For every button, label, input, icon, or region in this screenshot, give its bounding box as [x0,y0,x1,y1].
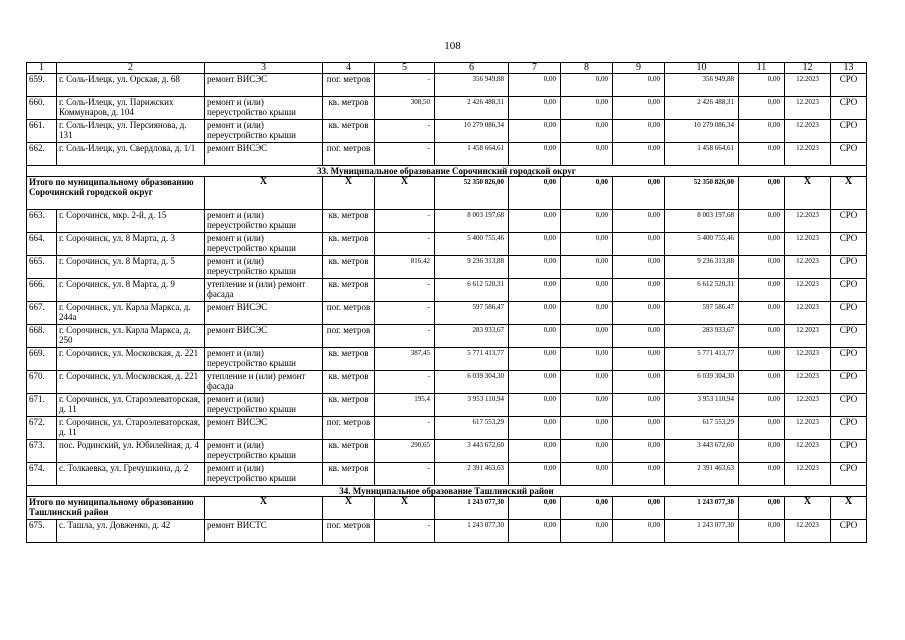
volume: - [375,302,435,325]
budget-cost: 0,00 [561,440,613,463]
unit: кв. метров [323,371,375,394]
fund-cost: 0,00 [509,233,561,256]
deadline: 12.2023 [785,463,831,486]
subtotal-cell: 0,00 [561,497,613,520]
other-cost: 0,00 [739,394,785,417]
volume: - [375,120,435,143]
other-cost: 0,00 [739,440,785,463]
owner-cost: 1 243 077,30 [665,520,739,543]
row-number: 670. [27,371,57,394]
address: г. Сорочинск, ул. Московская, д. 221 [57,348,205,371]
work-type: ремонт и (или) переустройство крыши [205,463,323,486]
unit: кв. метров [323,233,375,256]
local-cost: 0,00 [613,417,665,440]
table-row [27,256,867,279]
fund-cost: 0,00 [509,74,561,97]
column-number: 6 [435,63,509,74]
local-cost: 0,00 [613,210,665,233]
subtotal-cell: X [375,497,435,520]
fund-cost: 0,00 [509,302,561,325]
owner-cost: 6 612 520,31 [665,279,739,302]
unit: кв. метров [323,210,375,233]
address: пос. Родинский, ул. Юбилейная, д. 4 [57,440,205,463]
fund-cost: 0,00 [509,210,561,233]
volume: - [375,210,435,233]
work-type: утепление и (или) ремонт фасада [205,279,323,302]
local-cost: 0,00 [613,97,665,120]
other-cost: 0,00 [739,302,785,325]
total-cost: 356 949,88 [435,74,509,97]
fund-cost: 0,00 [509,371,561,394]
volume: - [375,233,435,256]
deadline: 12.2023 [785,143,831,166]
local-cost: 0,00 [613,520,665,543]
column-number: 2 [57,63,205,74]
fund-cost: 0,00 [509,440,561,463]
local-cost: 0,00 [613,233,665,256]
budget-cost: 0,00 [561,233,613,256]
row-number: 669. [27,348,57,371]
column-number: 1 [27,63,57,74]
budget-cost: 0,00 [561,520,613,543]
owner-cost: 6 039 304,30 [665,371,739,394]
subtotal-cell: 0,00 [561,177,613,210]
address: г. Сорочинск, ул. Староэлеваторская, д. 11 [57,417,205,440]
volume: 387,45 [375,348,435,371]
section-header-row [27,486,867,497]
method: СРО [831,120,867,143]
total-cost: 6 612 520,31 [435,279,509,302]
deadline: 12.2023 [785,233,831,256]
subtotal-cell: X [831,177,867,210]
work-type: ремонт ВИСЭС [205,74,323,97]
work-type: ремонт ВИСЭС [205,143,323,166]
total-cost: 1 458 664,61 [435,143,509,166]
volume: - [375,143,435,166]
row-number: 662. [27,143,57,166]
owner-cost: 283 933,67 [665,325,739,348]
budget-cost: 0,00 [561,97,613,120]
column-number: 13 [831,63,867,74]
column-number: 10 [665,63,739,74]
column-number: 9 [613,63,665,74]
address: с. Толкаевка, ул. Гречушкина, д. 2 [57,463,205,486]
owner-cost: 356 949,88 [665,74,739,97]
budget-cost: 0,00 [561,74,613,97]
fund-cost: 0,00 [509,520,561,543]
volume: - [375,279,435,302]
total-cost: 10 279 086,34 [435,120,509,143]
local-cost: 0,00 [613,143,665,166]
method: СРО [831,143,867,166]
table-row [27,210,867,233]
column-number: 4 [323,63,375,74]
row-number: 671. [27,394,57,417]
deadline: 12.2023 [785,371,831,394]
method: СРО [831,348,867,371]
column-number-row [27,63,867,74]
owner-cost: 10 279 086,34 [665,120,739,143]
unit: кв. метров [323,256,375,279]
column-number: 12 [785,63,831,74]
budget-cost: 0,00 [561,210,613,233]
method: СРО [831,440,867,463]
subtotal-cell: 0,00 [509,497,561,520]
capital-repair-table [26,62,867,543]
row-number: 673. [27,440,57,463]
row-number: 661. [27,120,57,143]
table-row [27,279,867,302]
subtotal-row [27,497,867,520]
subtotal-cell: 0,00 [509,177,561,210]
volume: 195,4 [375,394,435,417]
total-cost: 9 236 313,88 [435,256,509,279]
row-number: 665. [27,256,57,279]
address: г. Сорочинск, ул. 8 Марта, д. 5 [57,256,205,279]
column-number: 5 [375,63,435,74]
owner-cost: 9 236 313,88 [665,256,739,279]
work-type: ремонт ВИСЭС [205,417,323,440]
fund-cost: 0,00 [509,348,561,371]
work-type: ремонт и (или) переустройство крыши [205,394,323,417]
work-type: ремонт ВИСЭС [205,325,323,348]
address: г. Соль-Илецк, ул. Свердлова, д. 1/1 [57,143,205,166]
deadline: 12.2023 [785,348,831,371]
volume: - [375,463,435,486]
volume: - [375,520,435,543]
address: г. Сорочинск, ул. Староэлеваторская, д. 11 [57,394,205,417]
row-number: 666. [27,279,57,302]
table-row [27,371,867,394]
volume: - [375,417,435,440]
unit: кв. метров [323,279,375,302]
work-type: ремонт и (или) переустройство крыши [205,348,323,371]
column-number: 7 [509,63,561,74]
other-cost: 0,00 [739,143,785,166]
unit: кв. метров [323,120,375,143]
address: г. Сорочинск, мкр. 2-й, д. 15 [57,210,205,233]
table-row [27,97,867,120]
row-number: 667. [27,302,57,325]
table-row [27,233,867,256]
owner-cost: 3 443 672,60 [665,440,739,463]
other-cost: 0,00 [739,371,785,394]
deadline: 12.2023 [785,394,831,417]
local-cost: 0,00 [613,325,665,348]
budget-cost: 0,00 [561,417,613,440]
unit: пог. метров [323,74,375,97]
work-type: ремонт ВИСТС [205,520,323,543]
deadline: 12.2023 [785,256,831,279]
other-cost: 0,00 [739,74,785,97]
page-number: 108 [444,40,461,52]
subtotal-cell: X [205,177,323,210]
volume: 816,42 [375,256,435,279]
unit: кв. метров [323,463,375,486]
work-type: утепление и (или) ремонт фасада [205,371,323,394]
total-cost: 6 039 304,30 [435,371,509,394]
subtotal-row [27,177,867,210]
table-row [27,325,867,348]
budget-cost: 0,00 [561,143,613,166]
work-type: ремонт и (или) переустройство крыши [205,256,323,279]
fund-cost: 0,00 [509,143,561,166]
work-type: ремонт и (или) переустройство крыши [205,233,323,256]
fund-cost: 0,00 [509,417,561,440]
work-type: ремонт и (или) переустройство крыши [205,120,323,143]
unit: пог. метров [323,417,375,440]
row-number: 664. [27,233,57,256]
column-number: 11 [739,63,785,74]
work-type: ремонт и (или) переустройство крыши [205,210,323,233]
table-row [27,74,867,97]
address: г. Сорочинск, ул. 8 Марта, д. 3 [57,233,205,256]
total-cost: 617 553,29 [435,417,509,440]
owner-cost: 3 953 110,94 [665,394,739,417]
local-cost: 0,00 [613,463,665,486]
row-number: 675. [27,520,57,543]
deadline: 12.2023 [785,302,831,325]
method: СРО [831,417,867,440]
deadline: 12.2023 [785,325,831,348]
method: СРО [831,233,867,256]
volume: - [375,371,435,394]
method: СРО [831,210,867,233]
owner-cost: 2 391 463,63 [665,463,739,486]
local-cost: 0,00 [613,120,665,143]
deadline: 12.2023 [785,210,831,233]
owner-cost: 617 553,29 [665,417,739,440]
column-number: 8 [561,63,613,74]
section-title: 33. Муниципальное образование Сорочинский городской округ [27,166,867,177]
deadline: 12.2023 [785,97,831,120]
work-type: ремонт ВИСЭС [205,302,323,325]
other-cost: 0,00 [739,233,785,256]
budget-cost: 0,00 [561,371,613,394]
method: СРО [831,256,867,279]
other-cost: 0,00 [739,520,785,543]
table-row [27,120,867,143]
row-number: 659. [27,74,57,97]
unit: пог. метров [323,520,375,543]
deadline: 12.2023 [785,417,831,440]
deadline: 12.2023 [785,440,831,463]
total-cost: 3 443 672,60 [435,440,509,463]
subtotal-label: Итого по муниципальному образованию Сорочинский городской округ [27,177,205,210]
address: г. Соль-Илецк, ул. Парижских Коммунаров, д. 104 [57,97,205,120]
deadline: 12.2023 [785,520,831,543]
method: СРО [831,371,867,394]
unit: кв. метров [323,97,375,120]
section-header-row [27,166,867,177]
budget-cost: 0,00 [561,120,613,143]
other-cost: 0,00 [739,210,785,233]
address: г. Соль-Илецк, ул. Орская, д. 68 [57,74,205,97]
table-row [27,417,867,440]
row-number: 668. [27,325,57,348]
row-number: 663. [27,210,57,233]
table-row [27,394,867,417]
work-type: ремонт и (или) переустройство крыши [205,97,323,120]
owner-cost: 2 426 488,31 [665,97,739,120]
total-cost: 8 003 197,68 [435,210,509,233]
subtotal-cell: 0,00 [739,177,785,210]
address: г. Сорочинск, ул. 8 Марта, д. 9 [57,279,205,302]
volume: - [375,325,435,348]
table-row [27,463,867,486]
method: СРО [831,74,867,97]
total-cost: 2 391 463,63 [435,463,509,486]
fund-cost: 0,00 [509,325,561,348]
table-row [27,143,867,166]
volume: 290,65 [375,440,435,463]
owner-cost: 1 458 664,61 [665,143,739,166]
fund-cost: 0,00 [509,394,561,417]
row-number: 674. [27,463,57,486]
unit: пог. метров [323,325,375,348]
other-cost: 0,00 [739,97,785,120]
subtotal-cell: X [785,497,831,520]
fund-cost: 0,00 [509,97,561,120]
subtotal-cell: X [323,177,375,210]
budget-cost: 0,00 [561,302,613,325]
budget-cost: 0,00 [561,325,613,348]
budget-cost: 0,00 [561,394,613,417]
subtotal-cell: 52 350 826,00 [435,177,509,210]
total-cost: 2 426 488,31 [435,97,509,120]
unit: пог. метров [323,302,375,325]
method: СРО [831,302,867,325]
fund-cost: 0,00 [509,256,561,279]
other-cost: 0,00 [739,279,785,302]
subtotal-cell: 52 350 826,00 [665,177,739,210]
total-cost: 597 586,47 [435,302,509,325]
volume: - [375,74,435,97]
method: СРО [831,97,867,120]
total-cost: 283 933,67 [435,325,509,348]
subtotal-cell: 1 243 077,30 [435,497,509,520]
fund-cost: 0,00 [509,463,561,486]
other-cost: 0,00 [739,417,785,440]
local-cost: 0,00 [613,440,665,463]
owner-cost: 8 003 197,68 [665,210,739,233]
other-cost: 0,00 [739,325,785,348]
row-number: 672. [27,417,57,440]
subtotal-cell: X [785,177,831,210]
total-cost: 3 953 110,94 [435,394,509,417]
other-cost: 0,00 [739,256,785,279]
table-row [27,440,867,463]
fund-cost: 0,00 [509,120,561,143]
unit: пог. метров [323,143,375,166]
total-cost: 5 771 413,77 [435,348,509,371]
other-cost: 0,00 [739,463,785,486]
local-cost: 0,00 [613,302,665,325]
subtotal-cell: X [831,497,867,520]
address: с. Ташла, ул. Довженко, д. 42 [57,520,205,543]
table-row [27,348,867,371]
budget-cost: 0,00 [561,256,613,279]
subtotal-cell: X [323,497,375,520]
subtotal-cell: X [205,497,323,520]
method: СРО [831,279,867,302]
subtotal-cell: 0,00 [613,497,665,520]
owner-cost: 5 771 413,77 [665,348,739,371]
unit: кв. метров [323,394,375,417]
unit: кв. метров [323,348,375,371]
subtotal-cell: X [375,177,435,210]
local-cost: 0,00 [613,74,665,97]
budget-cost: 0,00 [561,463,613,486]
method: СРО [831,394,867,417]
owner-cost: 5 400 755,46 [665,233,739,256]
subtotal-cell: 0,00 [739,497,785,520]
address: г. Сорочинск, ул. Московская, д. 221 [57,371,205,394]
subtotal-label: Итого по муниципальному образованию Ташлинский район [27,497,205,520]
budget-cost: 0,00 [561,348,613,371]
total-cost: 1 243 077,30 [435,520,509,543]
fund-cost: 0,00 [509,279,561,302]
local-cost: 0,00 [613,348,665,371]
table-row [27,302,867,325]
subtotal-cell: 1 243 077,30 [665,497,739,520]
local-cost: 0,00 [613,279,665,302]
column-number: 3 [205,63,323,74]
other-cost: 0,00 [739,120,785,143]
deadline: 12.2023 [785,120,831,143]
budget-cost: 0,00 [561,279,613,302]
local-cost: 0,00 [613,371,665,394]
address: г. Соль-Илецк, ул. Персиянова, д. 131 [57,120,205,143]
table-row [27,520,867,543]
total-cost: 5 400 755,46 [435,233,509,256]
deadline: 12.2023 [785,74,831,97]
deadline: 12.2023 [785,279,831,302]
local-cost: 0,00 [613,256,665,279]
row-number: 660. [27,97,57,120]
unit: кв. метров [323,440,375,463]
address: г. Сорочинск, ул. Карла Маркса, д. 250 [57,325,205,348]
work-type: ремонт и (или) переустройство крыши [205,440,323,463]
method: СРО [831,520,867,543]
method: СРО [831,463,867,486]
subtotal-cell: 0,00 [613,177,665,210]
local-cost: 0,00 [613,394,665,417]
other-cost: 0,00 [739,348,785,371]
method: СРО [831,325,867,348]
volume: 308,50 [375,97,435,120]
section-title: 34. Муниципальное образование Ташлинский район [27,486,867,497]
address: г. Сорочинск, ул. Карла Маркса, д. 244а [57,302,205,325]
owner-cost: 597 586,47 [665,302,739,325]
